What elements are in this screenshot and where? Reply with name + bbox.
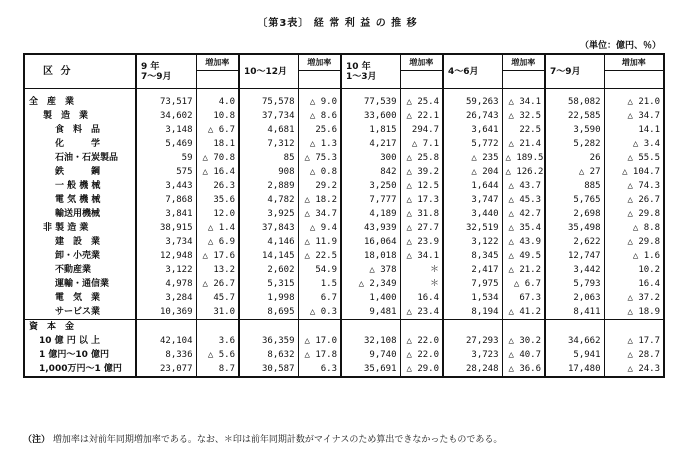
rate-cell: △ 28.7: [604, 348, 664, 362]
header-row: [24, 54, 664, 71]
rate-cell: △ 29.0: [400, 362, 443, 377]
value-cell: △ 27: [545, 165, 604, 179]
value-cell: 3,734: [136, 235, 196, 249]
rate-cell: △ 18.2: [298, 193, 341, 207]
value-cell: 34,602: [136, 109, 196, 123]
rate-cell: 16.4: [604, 277, 664, 291]
rate-cell: △ 9.4: [298, 221, 341, 235]
rate-cell: 13.2: [196, 263, 239, 277]
value-cell: 8,336: [136, 348, 196, 362]
footnote-text: 増加率は対前年同期増加率である。なお、＊印は前年同期計数がマイナスのため算出できなかったものである。: [52, 435, 503, 445]
rate-cell: △ 7.1: [400, 137, 443, 151]
table-title: 〔第3表〕 経 常 利 益 の 推 移: [257, 18, 418, 29]
rate-cell: △ 24.3: [604, 362, 664, 377]
profit-table: [23, 53, 665, 378]
value-cell: △ 204: [443, 165, 502, 179]
value-cell: 38,915: [136, 221, 196, 235]
table-row: [24, 123, 664, 137]
period-header: 10〜12月: [239, 54, 298, 89]
value-cell: 34,662: [545, 334, 604, 348]
rate-cell: △ 34.1: [400, 249, 443, 263]
rate-cell: △ 18.9: [604, 305, 664, 320]
rate-cell: △ 75.3: [298, 151, 341, 165]
header-label: 区 分: [24, 54, 136, 89]
rate-cell: △ 41.2: [502, 305, 545, 320]
value-cell: 9,481: [341, 305, 400, 320]
rate-cell: △ 21.4: [502, 137, 545, 151]
rate-header: 増加率: [196, 54, 239, 71]
value-cell: 8,411: [545, 305, 604, 320]
value-cell: △ 2,349: [341, 277, 400, 291]
value-cell: 2,622: [545, 235, 604, 249]
period-header: 7〜9月: [545, 54, 604, 89]
rate-cell: △ 25.8: [400, 151, 443, 165]
value-cell: 4,217: [341, 137, 400, 151]
row-label: 輸送用機械: [55, 209, 101, 219]
value-cell: 3,122: [443, 235, 502, 249]
rate-cell: △ 12.5: [400, 179, 443, 193]
value-cell: 22,585: [545, 109, 604, 123]
rate-cell: △ 6.7: [196, 123, 239, 137]
rate-cell: 31.0: [196, 305, 239, 320]
footnote: [23, 432, 502, 445]
value-cell: 36,359: [239, 334, 298, 348]
rate-cell: △ 17.8: [298, 348, 341, 362]
value-cell: 5,765: [545, 193, 604, 207]
value-cell: 42,104: [136, 334, 196, 348]
rate-cell: 54.9: [298, 263, 341, 277]
row-label: 電 気 機 械: [55, 195, 101, 205]
row-label: 非 製 造 業: [43, 223, 89, 233]
value-cell: 59,263: [443, 95, 502, 109]
rate-cell: △ 0.8: [298, 165, 341, 179]
rate-cell: △ 26.7: [604, 193, 664, 207]
table-row: [24, 221, 664, 235]
value-cell: 4,978: [136, 277, 196, 291]
rate-cell: 12.0: [196, 207, 239, 221]
row-label: 卸・小売業: [55, 251, 101, 261]
rate-cell: 45.7: [196, 291, 239, 305]
rate-cell: △ 32.5: [502, 109, 545, 123]
value-cell: △ 235: [443, 151, 502, 165]
value-cell: 43,939: [341, 221, 400, 235]
unit-label: （単位：億円、％）: [579, 41, 661, 51]
rate-cell: ＊: [400, 263, 443, 277]
value-cell: 575: [136, 165, 196, 179]
rate-cell: 22.5: [502, 123, 545, 137]
rate-cell: 35.6: [196, 193, 239, 207]
table-row: [24, 277, 664, 291]
rate-cell: △ 22.5: [298, 249, 341, 263]
row-label: 1,000万円〜1 億円: [39, 364, 122, 374]
rate-cell: △ 27.7: [400, 221, 443, 235]
table-row: [24, 193, 664, 207]
rate-cell: △ 17.6: [196, 249, 239, 263]
row-label: 建 設 業: [55, 237, 101, 247]
value-cell: 8,632: [239, 348, 298, 362]
footnote-head: （注）: [23, 435, 51, 445]
rate-cell: △ 16.4: [196, 165, 239, 179]
rate-cell: △ 8.8: [604, 221, 664, 235]
rate-cell: △ 40.7: [502, 348, 545, 362]
value-cell: 26: [545, 151, 604, 165]
table-row: [24, 109, 664, 123]
table-row: [24, 291, 664, 305]
table-row: [24, 362, 664, 377]
value-cell: 8,695: [239, 305, 298, 320]
rate-cell: △ 30.2: [502, 334, 545, 348]
rate-cell: 294.7: [400, 123, 443, 137]
table-row: [24, 207, 664, 221]
rate-cell: △ 22.1: [400, 109, 443, 123]
rate-cell: △ 43.7: [502, 179, 545, 193]
value-cell: 5,793: [545, 277, 604, 291]
rate-cell: 25.6: [298, 123, 341, 137]
rate-cell: △ 22.0: [400, 348, 443, 362]
value-cell: 1,815: [341, 123, 400, 137]
rate-cell: 6.7: [298, 291, 341, 305]
table-row: [24, 249, 664, 263]
capital-heading-row: [24, 320, 664, 335]
rate-cell: △ 11.9: [298, 235, 341, 249]
value-cell: 27,293: [443, 334, 502, 348]
row-label: 鉄 鋼: [55, 167, 101, 177]
value-cell: 3,723: [443, 348, 502, 362]
rate-cell: △ 34.7: [604, 109, 664, 123]
value-cell: 2,417: [443, 263, 502, 277]
rate-cell: △ 17.0: [298, 334, 341, 348]
rate-header: 増加率: [502, 54, 545, 71]
rate-cell: 67.3: [502, 291, 545, 305]
row-label: 10 億 円 以 上: [39, 336, 101, 346]
value-cell: 26,743: [443, 109, 502, 123]
rate-cell: ＊: [400, 277, 443, 291]
value-cell: 7,312: [239, 137, 298, 151]
rate-cell: 10.2: [604, 263, 664, 277]
rate-cell: △ 5.6: [196, 348, 239, 362]
rate-cell: △ 3.4: [604, 137, 664, 151]
rate-cell: △ 6.9: [196, 235, 239, 249]
row-label: 石油・石炭製品: [55, 153, 119, 163]
rate-cell: 6.3: [298, 362, 341, 377]
rate-cell: △ 35.4: [502, 221, 545, 235]
rate-cell: △ 29.8: [604, 235, 664, 249]
value-cell: 2,889: [239, 179, 298, 193]
table-row: [24, 334, 664, 348]
rate-cell: △ 43.9: [502, 235, 545, 249]
rate-cell: △ 34.7: [298, 207, 341, 221]
rate-cell: △ 42.7: [502, 207, 545, 221]
value-cell: 30,587: [239, 362, 298, 377]
value-cell: 3,641: [443, 123, 502, 137]
value-cell: 1,534: [443, 291, 502, 305]
rate-cell: △ 49.5: [502, 249, 545, 263]
value-cell: 908: [239, 165, 298, 179]
table-row: [24, 179, 664, 193]
rate-cell: △ 23.4: [400, 305, 443, 320]
rate-cell: 16.4: [400, 291, 443, 305]
rate-cell: △ 104.7: [604, 165, 664, 179]
value-cell: 1,400: [341, 291, 400, 305]
value-cell: 85: [239, 151, 298, 165]
rate-cell: △ 21.2: [502, 263, 545, 277]
value-cell: 33,600: [341, 109, 400, 123]
rate-cell: △ 0.3: [298, 305, 341, 320]
value-cell: 3,841: [136, 207, 196, 221]
value-cell: 77,539: [341, 95, 400, 109]
rate-cell: 8.7: [196, 362, 239, 377]
value-cell: 3,442: [545, 263, 604, 277]
value-cell: 7,975: [443, 277, 502, 291]
value-cell: 3,284: [136, 291, 196, 305]
table-row: [24, 235, 664, 249]
value-cell: 9,740: [341, 348, 400, 362]
value-cell: 3,443: [136, 179, 196, 193]
value-cell: 35,691: [341, 362, 400, 377]
value-cell: 3,925: [239, 207, 298, 221]
value-cell: 59: [136, 151, 196, 165]
value-cell: 300: [341, 151, 400, 165]
rate-cell: △ 1.4: [196, 221, 239, 235]
table-row: [24, 263, 664, 277]
value-cell: 2,602: [239, 263, 298, 277]
row-label: 1 億円〜10 億円: [39, 350, 110, 360]
value-cell: 23,077: [136, 362, 196, 377]
rate-header: 増加率: [604, 54, 664, 71]
value-cell: 12,747: [545, 249, 604, 263]
value-cell: 3,122: [136, 263, 196, 277]
row-label: 一 般 機 械: [55, 181, 101, 191]
value-cell: 73,517: [136, 95, 196, 109]
rate-cell: 3.6: [196, 334, 239, 348]
value-cell: 8,345: [443, 249, 502, 263]
table-row: [24, 95, 664, 109]
rate-cell: 18.1: [196, 137, 239, 151]
rate-cell: 10.8: [196, 109, 239, 123]
rate-cell: △ 1.3: [298, 137, 341, 151]
value-cell: 885: [545, 179, 604, 193]
value-cell: 12,948: [136, 249, 196, 263]
rate-cell: △ 8.6: [298, 109, 341, 123]
row-label: 不動産業: [55, 265, 92, 275]
rate-cell: △ 45.3: [502, 193, 545, 207]
row-label: サービス業: [55, 307, 101, 317]
rate-cell: △ 1.6: [604, 249, 664, 263]
row-label: 電 気 業: [55, 293, 101, 303]
rate-cell: 26.3: [196, 179, 239, 193]
value-cell: 5,772: [443, 137, 502, 151]
value-cell: 1,644: [443, 179, 502, 193]
rate-cell: △ 17.3: [400, 193, 443, 207]
value-cell: 37,843: [239, 221, 298, 235]
rate-header: 増加率: [400, 54, 443, 71]
rate-cell: △ 55.5: [604, 151, 664, 165]
period-header: 9 年 7〜9月: [136, 54, 196, 89]
rate-cell: △ 37.2: [604, 291, 664, 305]
value-cell: 37,734: [239, 109, 298, 123]
value-cell: 10,369: [136, 305, 196, 320]
rate-cell: △ 189.5: [502, 151, 545, 165]
rate-cell: △ 26.7: [196, 277, 239, 291]
rate-cell: △ 17.7: [604, 334, 664, 348]
table-row: [24, 305, 664, 320]
rate-cell: 4.0: [196, 95, 239, 109]
value-cell: 3,747: [443, 193, 502, 207]
rate-cell: △ 9.0: [298, 95, 341, 109]
rate-cell: △ 31.8: [400, 207, 443, 221]
value-cell: 7,777: [341, 193, 400, 207]
period-header: 4〜6月: [443, 54, 502, 89]
value-cell: 28,248: [443, 362, 502, 377]
rate-cell: △ 25.4: [400, 95, 443, 109]
main-body: [24, 89, 664, 320]
rate-cell: △ 29.8: [604, 207, 664, 221]
row-label: 製 造 業: [43, 111, 89, 121]
value-cell: 58,082: [545, 95, 604, 109]
rate-cell: △ 126.2: [502, 165, 545, 179]
rate-cell: 14.1: [604, 123, 664, 137]
rate-cell: △ 21.0: [604, 95, 664, 109]
row-label: 全 産 業: [29, 97, 75, 107]
value-cell: 35,498: [545, 221, 604, 235]
value-cell: 18,018: [341, 249, 400, 263]
rate-cell: △ 22.0: [400, 334, 443, 348]
value-cell: 1,998: [239, 291, 298, 305]
capital-rows: [24, 334, 664, 377]
value-cell: 4,681: [239, 123, 298, 137]
rate-cell: △ 70.8: [196, 151, 239, 165]
value-cell: 17,480: [545, 362, 604, 377]
value-cell: 5,315: [239, 277, 298, 291]
value-cell: 2,698: [545, 207, 604, 221]
row-label: 運輸・通信業: [55, 279, 110, 289]
rate-cell: △ 39.2: [400, 165, 443, 179]
rate-cell: 1.5: [298, 277, 341, 291]
value-cell: △ 378: [341, 263, 400, 277]
rate-cell: 29.2: [298, 179, 341, 193]
value-cell: 14,145: [239, 249, 298, 263]
value-cell: 4,782: [239, 193, 298, 207]
value-cell: 75,578: [239, 95, 298, 109]
rate-cell: △ 34.1: [502, 95, 545, 109]
value-cell: 32,108: [341, 334, 400, 348]
period-header: 10 年 1〜3月: [341, 54, 400, 89]
value-cell: 3,250: [341, 179, 400, 193]
value-cell: 5,469: [136, 137, 196, 151]
value-cell: 32,519: [443, 221, 502, 235]
value-cell: 5,941: [545, 348, 604, 362]
capital-label: 資 本 金: [24, 320, 136, 335]
rate-cell: △ 36.6: [502, 362, 545, 377]
capital-body: [24, 320, 664, 335]
value-cell: 4,189: [341, 207, 400, 221]
rate-cell: △ 23.9: [400, 235, 443, 249]
value-cell: 8,194: [443, 305, 502, 320]
rate-cell: △ 74.3: [604, 179, 664, 193]
row-label: 化 学: [55, 139, 101, 149]
table-row: [24, 137, 664, 151]
rate-cell: △ 6.7: [502, 277, 545, 291]
row-label: 食 料 品: [55, 125, 101, 135]
value-cell: 16,064: [341, 235, 400, 249]
value-cell: 5,282: [545, 137, 604, 151]
table-row: [24, 165, 664, 179]
value-cell: 2,063: [545, 291, 604, 305]
value-cell: 842: [341, 165, 400, 179]
value-cell: 4,146: [239, 235, 298, 249]
value-cell: 3,440: [443, 207, 502, 221]
table-row: [24, 348, 664, 362]
value-cell: 3,148: [136, 123, 196, 137]
table-row: [24, 151, 664, 165]
rate-header: 増加率: [298, 54, 341, 71]
value-cell: 7,868: [136, 193, 196, 207]
value-cell: 3,590: [545, 123, 604, 137]
